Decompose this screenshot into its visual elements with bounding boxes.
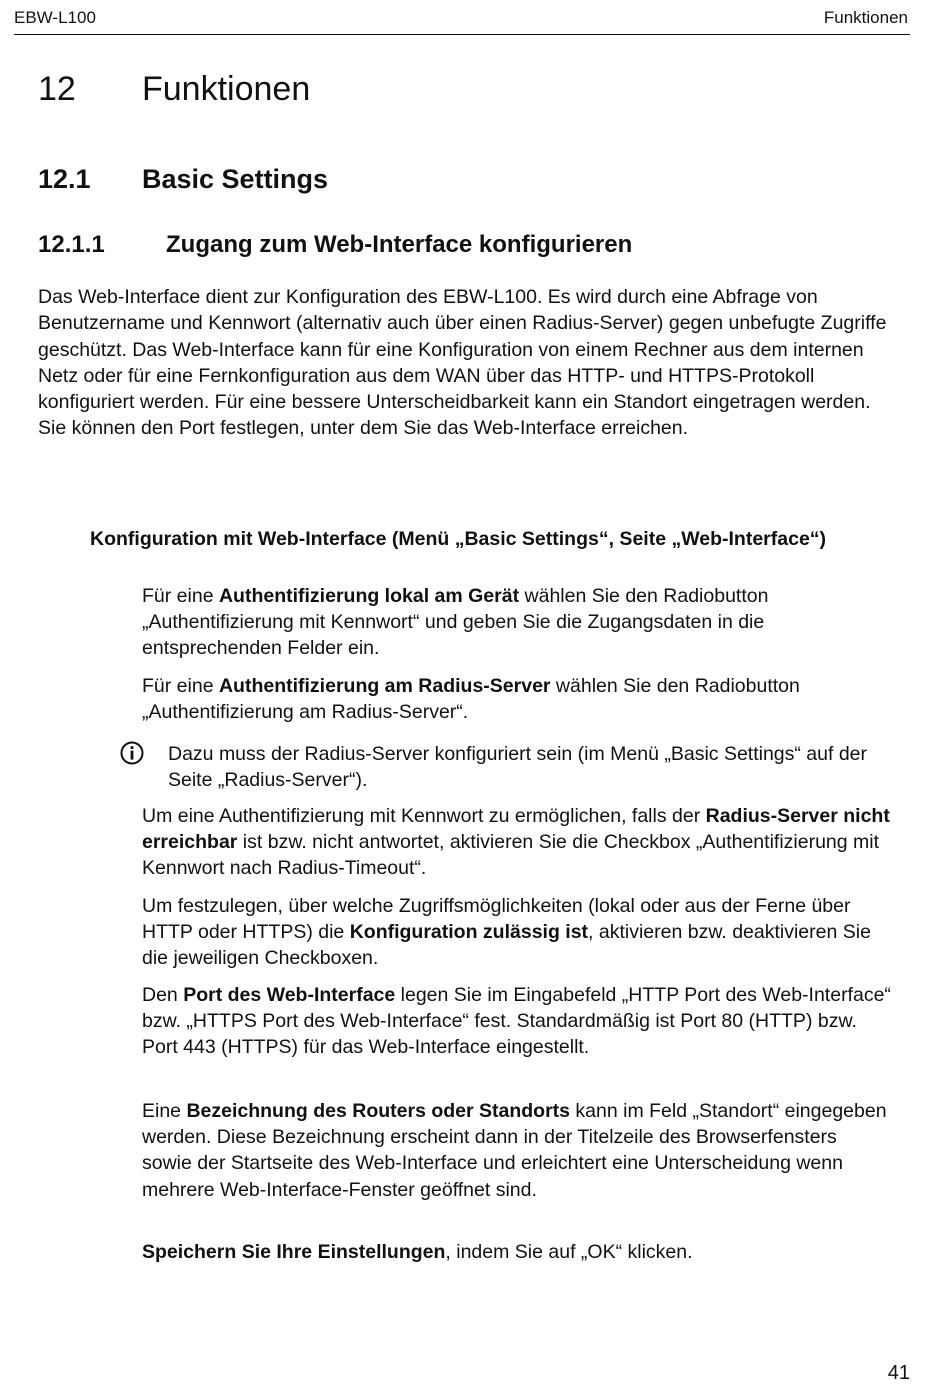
page-number: 41 <box>887 1362 910 1384</box>
paragraph-radius-auth <box>142 673 892 725</box>
chapter-title: Funktionen <box>142 70 311 108</box>
text: , aktivieren bzw. deaktivieren Sie die jeweiligen Checkboxen. <box>142 921 871 970</box>
note-text: Dazu muss der Radius-Server konfiguriert sein (im Menü „Basic Settings“ auf der Seite „Radius-Server“). <box>168 743 868 791</box>
text: Für eine <box>142 675 219 697</box>
text: Um festzulegen, über welche Zugriffsmöglichkeiten (lokal oder aus der Ferne über HTTP oder HTTPS) die <box>142 895 851 944</box>
emphasis: Authentifizierung lokal am Gerät <box>218 585 520 607</box>
paragraph-local-auth <box>142 583 892 662</box>
text: Den <box>142 984 184 1006</box>
text: , indem Sie auf „OK“ klicken. <box>445 1241 693 1263</box>
procedure-title: Konfiguration mit Web-Interface (Menü „Basic Settings“, Seite „Web-Interface“) <box>90 528 827 550</box>
text: Um eine Authentifizierung mit Kennwort zu ermöglichen, falls der <box>142 805 706 827</box>
subsection-title: Zugang zum Web-Interface konfigurieren <box>166 231 633 258</box>
paragraph-location <box>142 1098 892 1203</box>
emphasis: Bezeichnung des Routers oder Standorts <box>186 1100 571 1122</box>
intro-paragraph: Das Web-Interface dient zur Konfiguration des EBW-L100. Es wird durch eine Abfrage von Benutzername und Kennwort (alternativ auch über einen Radius-Server) gegen unbefugte Zugriffe geschützt. Das Web-Interface kann für eine Konfiguration von einem Rechner aus dem internen Netz oder für eine Fernkonfiguration aus dem WAN über das HTTP- und HTTPS-Protokoll konfiguriert werden. Für eine bessere Unterscheidbarkeit kann ein Standort eingetragen werden. Sie können den Port festlegen, unter dem Sie das Web-Interface erreichen. <box>38 286 887 440</box>
emphasis: Port des Web-Interface <box>183 984 396 1006</box>
emphasis: Radius-Server nicht erreichbar <box>142 805 890 854</box>
emphasis: Speichern Sie Ihre Einstellungen <box>142 1241 446 1263</box>
emphasis: Konfiguration zulässig ist <box>349 921 589 944</box>
text: Für eine <box>142 585 219 607</box>
text: wählen Sie den Radiobutton „Authentifizierung am Radius-Server“. <box>142 675 800 724</box>
text: ist bzw. nicht antwortet, aktivieren Sie die Checkbox „Authentifizierung mit Kennwort nach Radius-Timeout“. <box>142 831 880 880</box>
paragraph-port <box>142 982 892 1061</box>
emphasis: Authentifizierung am Radius-Server <box>218 675 551 697</box>
section-title: Basic Settings <box>142 164 329 194</box>
paragraph-save <box>142 1239 892 1265</box>
text: Eine <box>142 1100 187 1122</box>
subsection-heading <box>38 231 632 259</box>
text: legen Sie im Eingabefeld „HTTP Port des Web-Interface“ bzw. „HTTPS Port des Web-Interface“ fest. Standardmäßig ist Port 80 (HTTP) bzw. Port 443 (HTTPS) für das Web-Interface eingestellt. <box>142 984 891 1059</box>
section-number: 12.1 <box>38 164 91 194</box>
chapter-heading <box>38 70 310 109</box>
running-header-chapter: Funktionen <box>823 8 908 27</box>
info-icon <box>120 741 144 765</box>
section-heading <box>38 164 328 195</box>
chapter-number: 12 <box>38 70 76 108</box>
header-divider <box>14 34 910 35</box>
text: wählen Sie den Radiobutton „Authentifizierung mit Kennwort“ und geben Sie die Zugangsdaten in die entsprechenden Felder ein. <box>142 585 769 660</box>
subsection-number: 12.1.1 <box>38 231 105 258</box>
paragraph-access <box>142 893 892 972</box>
paragraph-radius-timeout <box>142 803 892 882</box>
text: kann im Feld „Standort“ eingegeben werden. Diese Bezeichnung erscheint dann in der Titelzeile des Browserfensters sowie der Startseite des Web-Interface und erleichtert eine Unterscheidung wenn mehrere Web-Interface-Fenster geöffnet sind. <box>142 1100 887 1201</box>
running-header-product: EBW-L100 <box>14 8 96 27</box>
